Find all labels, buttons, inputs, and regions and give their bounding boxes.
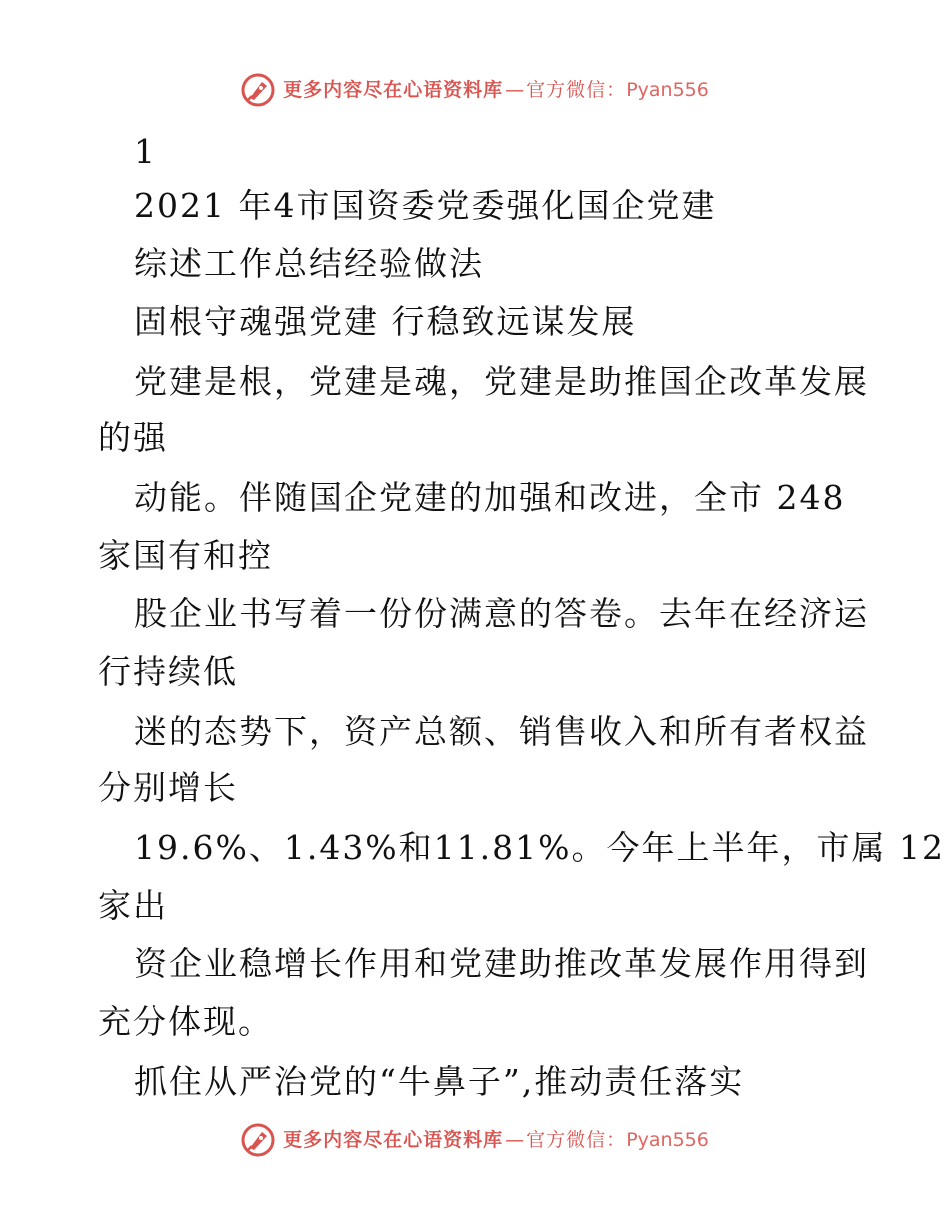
document-title-line-2: 综述工作总结经验做法 (134, 244, 484, 283)
paragraph-line: 资企业稳增长作用和党建助推改革发展作用得到 (134, 944, 869, 983)
footer-banner (0, 1118, 950, 1162)
paragraph-line: 行持续低 (98, 652, 238, 691)
banner-separator: — (505, 78, 525, 101)
paragraph-line: 家国有和控 (98, 536, 273, 575)
banner-main-text: 更多内容尽在心语资料库 (283, 78, 504, 101)
section-heading: 抓住从严治党的“牛鼻子”,推动责任落实 (134, 1062, 745, 1101)
paragraph-line: 家出 (98, 886, 168, 925)
page-number: 1 (134, 132, 157, 171)
paragraph-line: 迷的态势下，资产总额、销售收入和所有者权益 (134, 712, 869, 751)
banner-separator: — (505, 1128, 525, 1151)
header-banner (0, 68, 950, 112)
banner-wechat-label: 官方微信： (526, 1128, 627, 1151)
document-title-line-1: 2021 年4市国资委党委强化国企党建 (134, 186, 717, 225)
banner-wechat-id: Pyan556 (626, 1128, 709, 1151)
pen-nib-logo-icon (241, 1123, 275, 1157)
paragraph-line: 的强 (98, 418, 168, 457)
document-subtitle: 固根守魂强党建 行稳致远谋发展 (134, 302, 637, 341)
banner-wechat-id: Pyan556 (626, 78, 709, 101)
paragraph-line: 股企业书写着一份份满意的答卷。去年在经济运 (134, 594, 869, 633)
pen-nib-logo-icon (241, 73, 275, 107)
paragraph-line: 动能。伴随国企党建的加强和改进，全市 248 (134, 478, 846, 517)
paragraph-line: 党建是根，党建是魂，党建是助推国企改革发展 (134, 362, 869, 401)
banner-wechat-label: 官方微信： (526, 78, 627, 101)
paragraph-line: 充分体现。 (98, 1002, 273, 1041)
paragraph-line: 分别增长 (98, 768, 238, 807)
banner-main-text: 更多内容尽在心语资料库 (283, 1128, 504, 1151)
paragraph-line: 19.6%、1.43%和11.81%。今年上半年，市属 12 (134, 828, 945, 867)
